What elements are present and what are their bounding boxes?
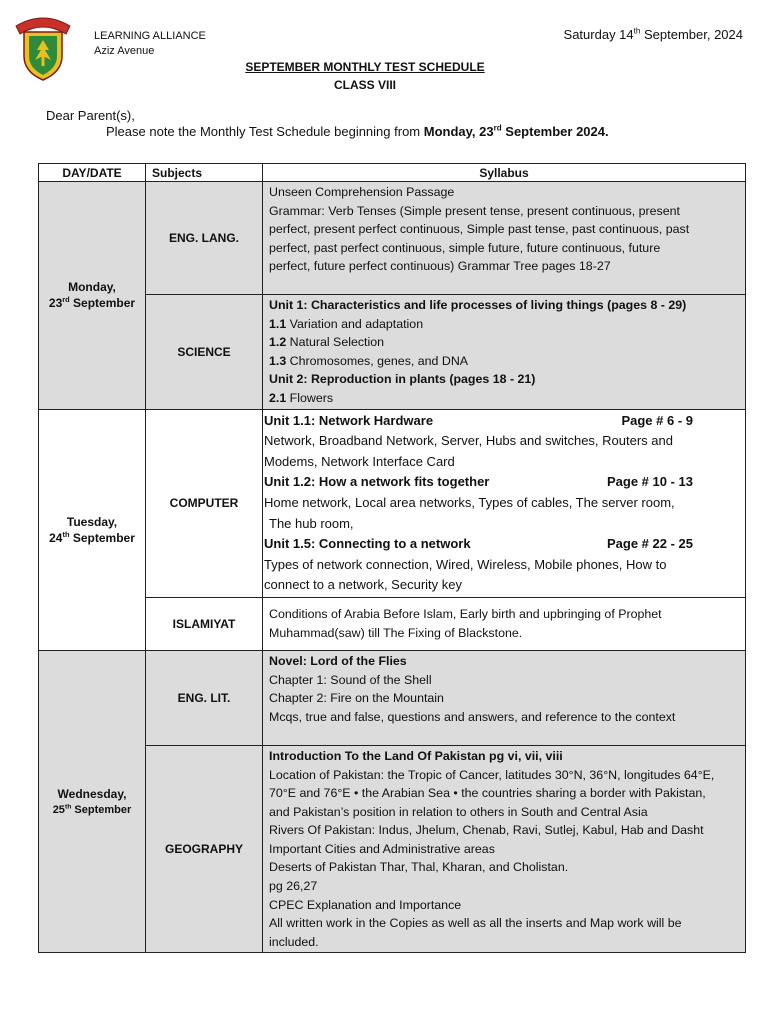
unit-title: Unit 1.5: Connecting to a network bbox=[264, 536, 471, 552]
schedule-table bbox=[38, 163, 746, 953]
syllabus-computer bbox=[263, 409, 746, 597]
table-row bbox=[39, 745, 746, 953]
syllabus-line: Important Cities and Administrative areas bbox=[269, 841, 495, 856]
unit-heading: Unit 2: Reproduction in plants (pages 18 - 21) bbox=[269, 372, 536, 387]
subject-eng-lit: ENG. LIT. bbox=[146, 650, 263, 745]
table-row bbox=[39, 295, 746, 410]
syllabus-line: CPEC Explanation and Importance bbox=[269, 897, 462, 912]
syllabus-line: Deserts of Pakistan Thar, Thal, Kharan, and Cholistan. bbox=[269, 860, 569, 875]
school-name: LEARNING ALLIANCE bbox=[94, 30, 206, 42]
syllabus-geography bbox=[263, 745, 746, 953]
syllabus-line: perfect, past perfect continuous, simple future, future continuous, future bbox=[269, 240, 661, 255]
unit-page: Page # 10 - 13 bbox=[607, 474, 693, 490]
table-header-row bbox=[39, 164, 746, 182]
item-num: 1.3 bbox=[269, 353, 287, 368]
day-date bbox=[39, 530, 145, 546]
subject-islamiyat: ISLAMIYAT bbox=[146, 597, 263, 650]
subject-geography: GEOGRAPHY bbox=[146, 745, 263, 953]
day-date bbox=[39, 295, 145, 311]
day-name: Wednesday, bbox=[57, 786, 127, 801]
school-branch: Aziz Avenue bbox=[94, 45, 155, 57]
school-address bbox=[94, 29, 206, 59]
syllabus-line bbox=[269, 315, 741, 334]
unit-page: Page # 22 - 25 bbox=[607, 536, 693, 552]
header-syllabus: Syllabus bbox=[263, 164, 746, 182]
day-num: 24 bbox=[49, 530, 63, 545]
table-row bbox=[39, 650, 746, 745]
unit-heading: Unit 1: Characteristics and life processes of living things (pages 8 - 29) bbox=[269, 298, 687, 312]
intro-date-b: September 2024. bbox=[501, 124, 609, 139]
unit-title: Unit 1.2: How a network fits together bbox=[264, 474, 490, 490]
subject-eng-lang: ENG. LANG. bbox=[146, 182, 263, 295]
unit-heading bbox=[264, 472, 743, 493]
syllabus-eng-lit bbox=[263, 650, 746, 745]
syllabus-line: Location of Pakistan: the Tropic of Cancer, latitudes 30°N, 36°N, longitudes 64°E, bbox=[269, 767, 715, 782]
class-label: CLASS VIII bbox=[333, 78, 396, 92]
syllabus-line: 70°E and 76°E • the Arabian Sea • the countries sharing a border with Pakistan, bbox=[269, 786, 706, 801]
syllabus-line: Conditions of Arabia Before Islam, Early birth and upbringing of Prophet bbox=[269, 607, 662, 622]
date-rest: September, 2024 bbox=[640, 27, 743, 42]
item-num: 2.1 bbox=[269, 390, 287, 405]
syllabus-line: Chapter 2: Fire on the Mountain bbox=[269, 691, 444, 706]
syllabus-line: Muhammad(saw) till The Fixing of Blackstone. bbox=[269, 625, 523, 640]
page-title: SEPTEMBER MONTHLY TEST SCHEDULE bbox=[245, 60, 485, 74]
syllabus-line: Home network, Local area networks, Types of cables, The server room, bbox=[264, 494, 675, 510]
syllabus-line: included. bbox=[269, 934, 319, 949]
syllabus-line bbox=[269, 333, 741, 352]
day-name: Tuesday, bbox=[66, 514, 118, 529]
syllabus-line: and Pakistan’s position in relation to others in South and Central Asia bbox=[269, 804, 648, 819]
syllabus-line: Unseen Comprehension Passage bbox=[269, 185, 455, 199]
table-row bbox=[39, 182, 746, 295]
day-sup: rd bbox=[62, 295, 70, 305]
day-month: September bbox=[69, 296, 136, 311]
day-date bbox=[39, 802, 145, 818]
day-wednesday bbox=[39, 650, 146, 953]
letter-date bbox=[564, 27, 743, 42]
day-sup: th bbox=[62, 529, 70, 539]
unit-heading bbox=[264, 534, 743, 555]
syllabus-line bbox=[269, 389, 741, 408]
item-text: Chromosomes, genes, and DNA bbox=[286, 353, 469, 368]
unit-title: Unit 1.1: Network Hardware bbox=[264, 412, 434, 428]
item-text: Flowers bbox=[286, 390, 334, 405]
date-suffix: th bbox=[633, 26, 641, 36]
item-text: Natural Selection bbox=[286, 335, 385, 350]
day-month: September bbox=[71, 803, 132, 816]
item-num: 1.1 bbox=[269, 316, 287, 331]
syllabus-science bbox=[263, 295, 746, 410]
syllabus-eng-lang bbox=[263, 182, 746, 295]
syllabus-line: perfect, present perfect continuous, Simple past tense, past continuous, past bbox=[269, 222, 690, 237]
item-text: Variation and adaptation bbox=[286, 316, 424, 331]
table-row bbox=[39, 597, 746, 650]
syllabus-line: The hub room, bbox=[269, 515, 354, 531]
greeting: Dear Parent(s), bbox=[46, 108, 135, 123]
intro-plain: Please note the Monthly Test Schedule beginning from bbox=[106, 124, 424, 139]
day-sup: th bbox=[64, 803, 72, 811]
item-num: 1.2 bbox=[269, 335, 287, 350]
unit-heading: Novel: Lord of the Flies bbox=[269, 653, 407, 668]
syllabus-line bbox=[269, 352, 741, 371]
table-row bbox=[39, 409, 746, 597]
syllabus-line: Modems, Network Interface Card bbox=[264, 453, 455, 469]
date-day: Saturday 14 bbox=[563, 27, 634, 42]
subject-science: SCIENCE bbox=[146, 295, 263, 410]
syllabus-line: Network, Broadband Network, Server, Hubs and switches, Routers and bbox=[264, 433, 673, 449]
syllabus-line: All written work in the Copies as well as all the inserts and Map work will be bbox=[269, 916, 682, 931]
subject-computer: COMPUTER bbox=[146, 409, 263, 597]
syllabus-line: Grammar: Verb Tenses (Simple present tense, present continuous, present bbox=[269, 203, 680, 218]
header-day: DAY/DATE bbox=[39, 164, 146, 182]
header-subject: Subjects bbox=[146, 164, 263, 182]
intro-date-a: Monday, 23 bbox=[423, 124, 494, 139]
intro-text bbox=[106, 124, 609, 139]
day-tuesday bbox=[39, 409, 146, 650]
intro-date-sup: rd bbox=[493, 123, 502, 133]
day-month: September bbox=[69, 530, 135, 545]
syllabus-line: Mcqs, true and false, questions and answers, and reference to the context bbox=[269, 709, 676, 724]
unit-heading: Introduction To the Land Of Pakistan pg vi, vii, viii bbox=[269, 748, 563, 763]
syllabus-line: perfect, future perfect continuous) Grammar Tree pages 18-27 bbox=[269, 259, 611, 274]
day-name: Monday, bbox=[68, 280, 116, 295]
syllabus-line: Chapter 1: Sound of the Shell bbox=[269, 672, 432, 687]
day-num: 25 bbox=[52, 803, 65, 816]
unit-page: Page # 6 - 9 bbox=[621, 412, 693, 428]
syllabus-line: pg 26,27 bbox=[269, 879, 318, 894]
syllabus-line: Types of network connection, Wired, Wireless, Mobile phones, How to bbox=[264, 556, 667, 572]
unit-heading bbox=[264, 411, 743, 432]
day-num: 23 bbox=[48, 296, 63, 311]
syllabus-line: connect to a network, Security key bbox=[264, 577, 462, 593]
syllabus-line: Rivers Of Pakistan: Indus, Jhelum, Chenab, Ravi, Sutlej, Kabul, Hab and Dasht bbox=[269, 823, 704, 838]
syllabus-islamiyat bbox=[263, 597, 746, 650]
day-monday bbox=[39, 182, 146, 410]
